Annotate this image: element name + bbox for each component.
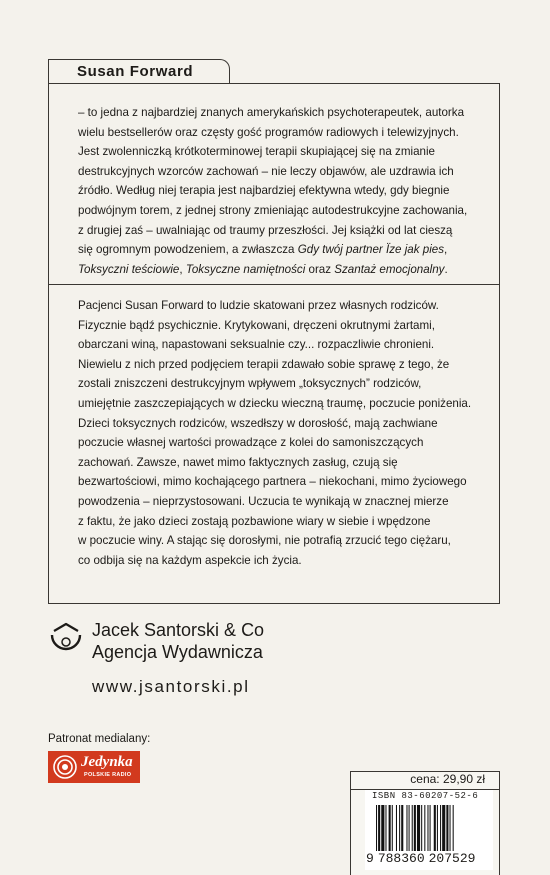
publisher-logo-icon [48, 621, 84, 661]
barcode-bar [453, 805, 454, 851]
barcode-bar [409, 805, 410, 851]
barcode-bar [412, 805, 413, 851]
barcode-bar [442, 805, 445, 851]
publisher-url: www.jsantorski.pl [92, 677, 250, 696]
desc-line: poczucie własnej wartości prowadzące z kolei do samoniszczących [78, 436, 424, 450]
book-title: Szantaż emocjonalny [334, 262, 445, 276]
bio-line: podwójnym torem, z jednej strony zmieniając autodestrukcyjne zachowania, [78, 203, 468, 217]
desc-line: w poczucie winy. A stając się dorosłymi, nie potrafią zrzucić tego ciężaru, [78, 534, 451, 548]
ean-number [366, 851, 475, 866]
desc-line: umiejętnie zaszczepiających w dziecku wieczną traumę, poczucie poniżenia. [78, 396, 472, 410]
desc-line: powodzenia – nieprzystosowani. Uczucia te wynikają w znacznej mierze [78, 494, 449, 508]
barcode-bar [385, 805, 386, 851]
barcode-bar [414, 805, 416, 851]
jedynka-logo [48, 751, 140, 783]
price: cena: 29,90 zł [410, 772, 485, 786]
desc-line: obarczani winą, napastowani seksualnie czy... rozpaczliwie chronieni. [78, 338, 435, 352]
barcode-bar [440, 805, 441, 851]
barcode-bar [427, 805, 428, 851]
barcode-bar [381, 805, 384, 851]
book-description [78, 296, 478, 570]
bio-line: wielu bestsellerów oraz częsty gość programów radiowych i telewizyjnych. [78, 125, 459, 139]
desc-line: bezwartościowi, mimo kochającego partnera – niekochani, mimo życiowego [78, 475, 467, 489]
book-separator: . [444, 262, 448, 276]
section-divider [48, 284, 500, 285]
book-separator: , [179, 262, 186, 276]
barcode-bar [421, 805, 422, 851]
book-separator: , [444, 243, 448, 257]
barcode-bar [406, 805, 407, 851]
book-title: Toksyczni teściowie [78, 262, 180, 276]
bio-line [78, 260, 478, 280]
barcode-bar [389, 805, 391, 851]
barcode-icon [376, 805, 488, 851]
author-bio [78, 103, 478, 279]
bio-line: źródło. Według niej terapia jest najbardziej efektywna wtedy, gdy biegnie [78, 184, 450, 198]
jedynka-name: Jedynka [81, 754, 133, 770]
barcode-bar [446, 805, 448, 851]
ean-group-2: 207529 [428, 851, 476, 866]
barcode-bar [399, 805, 400, 851]
barcode-bar [450, 805, 451, 851]
frame-top-border [48, 83, 500, 84]
publisher-name [92, 619, 264, 663]
book-title: Gdy twój partner Ïze jak pies [297, 243, 445, 257]
barcode-bar [417, 805, 420, 851]
bio-line: – to jedna z najbardziej znanych amerykańskich psychoterapeutek, autorka [78, 106, 465, 119]
barcode-bar [378, 805, 380, 851]
desc-line: co odbija się na każdym aspekcie ich życia. [78, 553, 302, 567]
ean-group-1: 788360 [377, 851, 425, 866]
isbn: ISBN 83-60207-52-6 [372, 791, 479, 801]
radio-waves-icon [52, 754, 78, 780]
desc-line: Fizycznie bądź psychicznie. Krytykowani, dręczeni okrutnymi żartami, [78, 318, 435, 332]
barcode-bar [396, 805, 397, 851]
desc-line: z faktu, że jako dzieci zostają pozbawione wiary w siebie i wpędzone [78, 514, 431, 528]
desc-line: Pacjenci Susan Forward to ludzie skatowani przez własnych rodziców. [78, 299, 439, 312]
bio-line-prefix: się ogromnym powodzeniem, a zwłaszcza [78, 243, 298, 257]
book-title: Toksyczne namiętności [185, 262, 306, 276]
barcode-bar [430, 805, 431, 851]
author-name: Susan Forward [48, 59, 230, 83]
bio-line: z drugiej zaś – uwalniając od traumy przeszłości. Jej książki od lat cieszą [78, 223, 453, 237]
bio-line: destrukcyjnych wzorców zachowań – nie leczy objawów, ale uzdrawia ich [78, 164, 454, 178]
barcode-bar [424, 805, 425, 851]
book-separator: oraz [305, 262, 335, 276]
ean-first-digit: 9 [366, 851, 374, 866]
bio-line: Jest zwolenniczką krótkoterminowej terapii skupiającej się na zmianie [78, 145, 435, 159]
publisher-name-line2: Agencja Wydawnicza [92, 642, 263, 662]
barcode-bar [401, 805, 403, 851]
bio-line [78, 240, 478, 260]
desc-line: Niewielu z nich przed podjęciem terapii zdawało sobie sprawę z tego, że [78, 357, 450, 371]
desc-line: Dzieci toksycznych rodziców, wszedłszy w dorosłość, mają zachwiane [78, 416, 438, 430]
desc-line: zachowań. Zawsze, nawet mimo faktycznych zasług, czują się [78, 455, 398, 469]
barcode-bar [437, 805, 438, 851]
barcode-bar [376, 805, 377, 851]
media-patron-label: Patronat medialany: [48, 733, 151, 745]
desc-line: zostali zniszczeni destrukcyjnym wpływem „toksycznych” rodziców, [78, 377, 422, 391]
barcode-bar [392, 805, 393, 851]
publisher-name-line1: Jacek Santorski & Co [92, 620, 265, 640]
jedynka-subtitle: POLSKIE RADIO [84, 772, 132, 778]
barcode-bar [434, 805, 436, 851]
